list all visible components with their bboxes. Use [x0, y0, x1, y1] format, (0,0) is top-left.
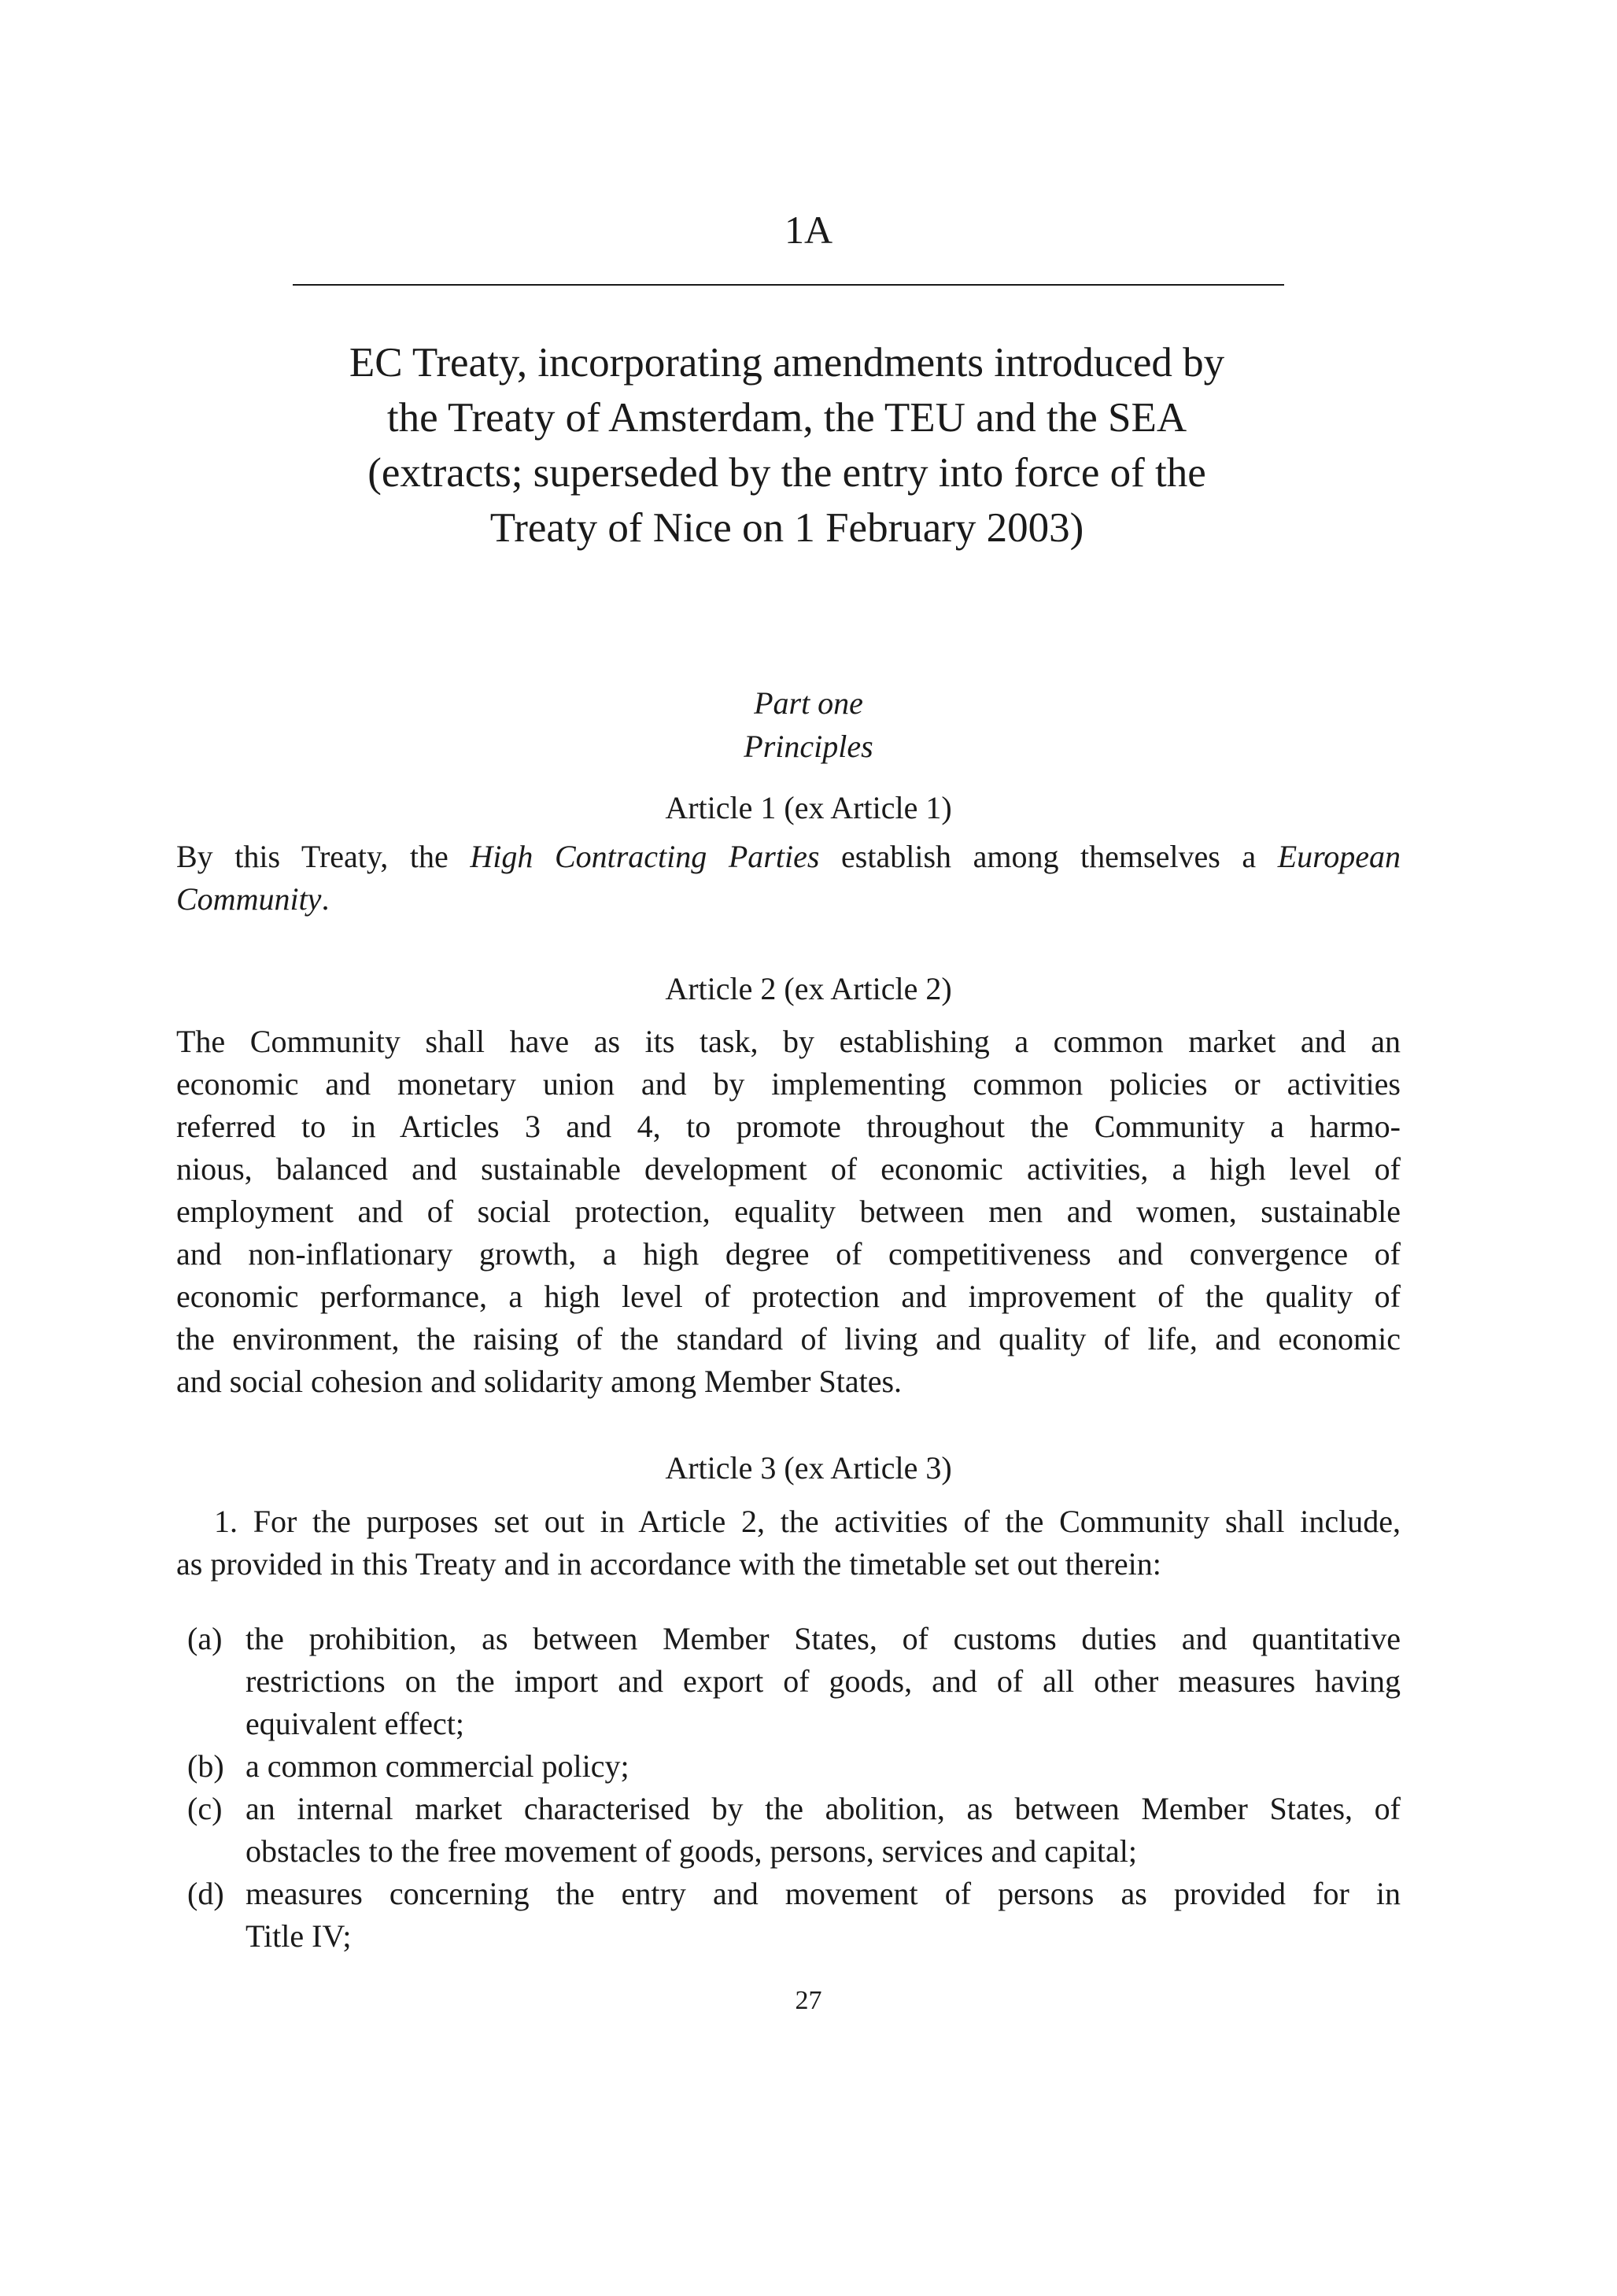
article-1-heading: Article 1 (ex Article 1)	[665, 790, 952, 825]
chapter-title	[236, 335, 1338, 556]
italic-term: European	[1277, 839, 1401, 874]
article-1-line	[176, 836, 1401, 878]
chapter-number: 1A	[784, 208, 833, 252]
part-label: Part one	[754, 685, 863, 721]
italic-term: High Contracting Parties	[470, 839, 820, 874]
list-item-line: the prohibition, as between Member States, of customs duties and quantitative	[246, 1621, 1401, 1656]
list-item-line: equivalent effect;	[246, 1706, 465, 1741]
chapter-title-line: (extracts; superseded by the entry into force of the	[367, 450, 1206, 496]
article-2-line: economic performance, a high level of protection and improvement of the quality of	[176, 1279, 1401, 1314]
article-3-list	[176, 1618, 1401, 1958]
article-2-heading: Article 2 (ex Article 2)	[665, 971, 952, 1006]
text-run: establish among themselves a	[819, 839, 1278, 874]
list-item-line: restrictions on the import and export of goods, and of all other measures having	[246, 1663, 1401, 1699]
article-2-line: the environment, the raising of the standard of living and quality of life, and economic	[176, 1321, 1401, 1357]
article-2-line: and non-inflationary growth, a high degree of competitiveness and convergence of	[176, 1236, 1401, 1272]
part-heading	[0, 681, 1617, 768]
list-item-line: Title IV;	[246, 1918, 352, 1954]
list-item-label: (c)	[187, 1791, 223, 1826]
list-item	[176, 1745, 1401, 1788]
article-2-line: The Community shall have as its task, by establishing a common market and an	[176, 1024, 1401, 1059]
article-2-line: economic and monetary union and by implementing common policies or activities	[176, 1066, 1401, 1102]
list-item-label: (a)	[187, 1621, 223, 1656]
list-item-line: measures concerning the entry and movement of persons as provided for in	[246, 1876, 1401, 1911]
list-item	[176, 1788, 1401, 1873]
list-item-label: (b)	[187, 1748, 224, 1784]
article-2-line: employment and of social protection, equality between men and women, sustainable	[176, 1194, 1401, 1229]
text-run: By this Treaty, the	[176, 839, 471, 874]
list-item-line: obstacles to the free movement of goods, persons, services and capital;	[246, 1833, 1137, 1869]
part-name: Principles	[744, 729, 873, 764]
list-item	[176, 1618, 1401, 1745]
italic-term: Community	[176, 881, 322, 917]
article-3-heading: Article 3 (ex Article 3)	[665, 1450, 952, 1486]
article-2-line: nious, balanced and sustainable development of economic activities, a high level of	[176, 1151, 1401, 1187]
text-run: .	[321, 881, 330, 917]
list-item-label: (d)	[187, 1876, 224, 1911]
article-2-body	[176, 1021, 1401, 1403]
page-number: 27	[795, 1986, 822, 2015]
article-2-line: referred to in Articles 3 and 4, to promote throughout the Community a harmo-	[176, 1109, 1401, 1144]
article-1-line	[176, 878, 1401, 921]
article-3-line: as provided in this Treaty and in accordance with the timetable set out therein:	[176, 1546, 1161, 1582]
chapter-title-line: the Treaty of Amsterdam, the TEU and the SEA	[386, 395, 1187, 441]
chapter-divider	[293, 284, 1284, 286]
list-item-line: a common commercial policy;	[246, 1748, 629, 1784]
article-1-body	[176, 836, 1401, 921]
article-3-line: 1. For the purposes set out in Article 2, the activities of the Community shall include,	[214, 1504, 1401, 1539]
chapter-title-line: Treaty of Nice on 1 February 2003)	[489, 505, 1084, 551]
list-item	[176, 1873, 1401, 1958]
article-3-intro	[176, 1501, 1401, 1585]
list-item-line: an internal market characterised by the abolition, as between Member States, of	[246, 1791, 1401, 1826]
article-2-line: and social cohesion and solidarity among Member States.	[176, 1364, 903, 1399]
chapter-title-line: EC Treaty, incorporating amendments introduced by	[349, 340, 1225, 386]
